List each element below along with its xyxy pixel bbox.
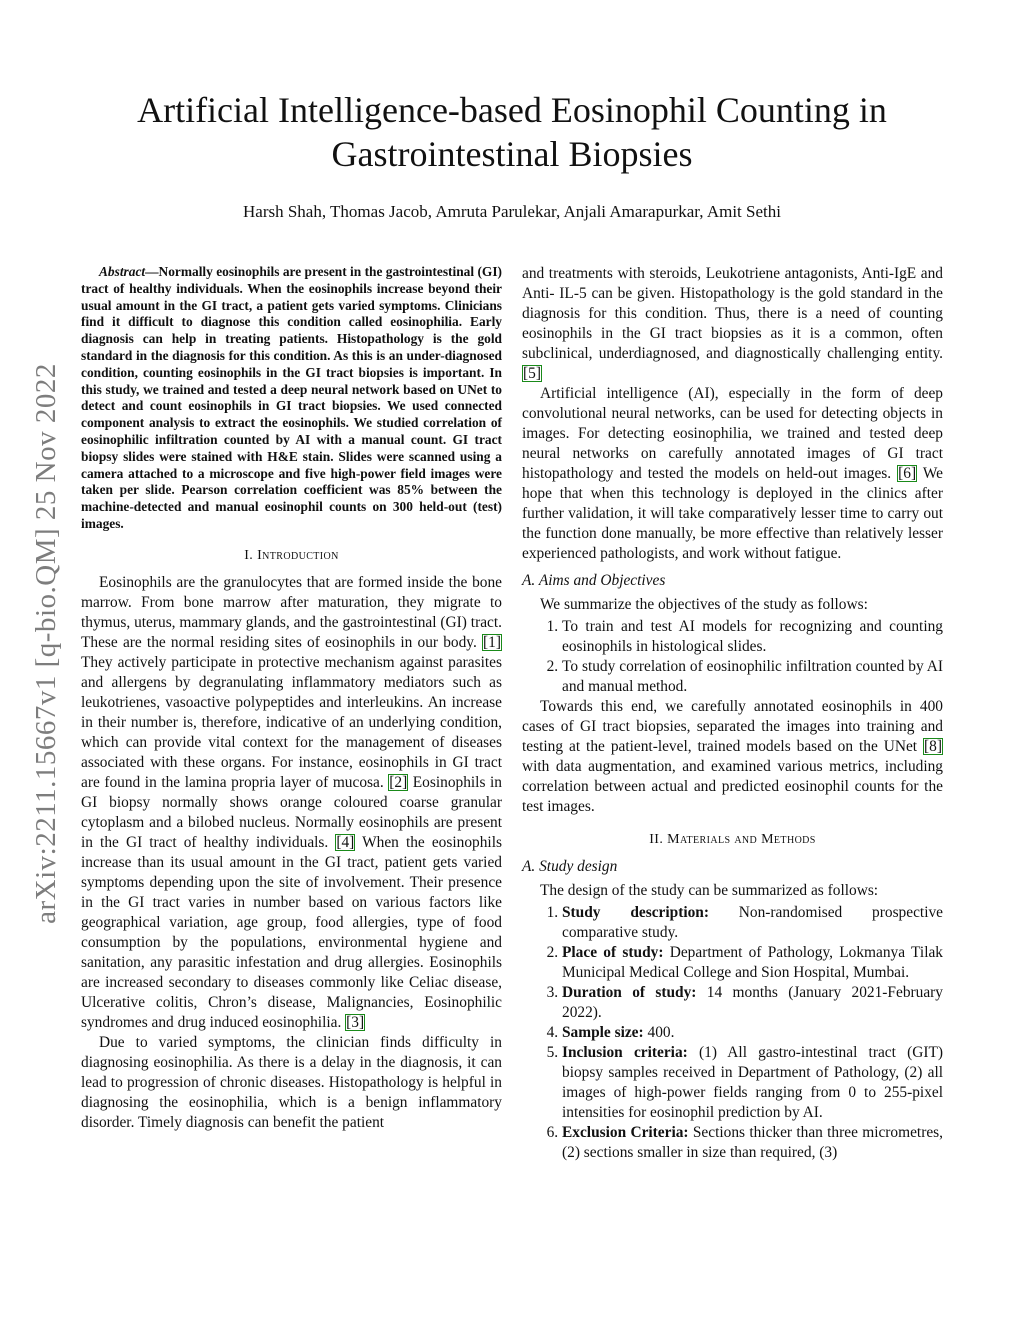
- list-item: 2. To study correlation of eosinophilic infiltration counted by AI and manual method.: [562, 657, 943, 697]
- list-item-text: (1) All gastro-intestinal tract (GIT) biopsy samples received in Department of Pathology, (2) all images of high-power fields ranging from 0 to 255-pixel intensities for eosinophil prediction by AI.: [562, 1044, 943, 1121]
- aims-text: Towards this end, we carefully annotated eosinophils in 400 cases of GI tract biopsies, separated the images into training and testing at the patient-level, trained models based on the UNet: [522, 698, 943, 755]
- paper-title: Artificial Intelligence-based Eosinophil Counting in Gastrointestinal Biopsies: [137, 90, 887, 174]
- author-list: Harsh Shah, Thomas Jacob, Amruta Parulekar, Anjali Amarapurkar, Amit Sethi: [243, 202, 781, 221]
- right-column: [522, 264, 943, 1163]
- list-item: [562, 903, 943, 943]
- list-item: 1. To train and test AI models for recognizing and counting eosinophils in histological slides.: [562, 617, 943, 657]
- intro-text: Artificial intelligence (AI), especially in the form of deep convolutional neural networks, can be used for detecting objects in images. For detecting eosinophilia, we trained and tested deep neural networks on carefully annotated images of GI tract histopathology and tested the models on held-out images.: [522, 385, 943, 482]
- citation-link-1[interactable]: [1]: [483, 633, 501, 651]
- list-item-text: 400.: [643, 1024, 675, 1041]
- list-item-text: 14 months (January 2021-February 2022).: [562, 984, 943, 1021]
- abstract-label: Abstract: [99, 264, 146, 279]
- citation-link-3[interactable]: [3]: [346, 1013, 365, 1031]
- list-item-label: Exclusion Criteria:: [562, 1124, 689, 1141]
- list-item-label: Place of study:: [562, 944, 664, 961]
- list-item-label: Sample size:: [562, 1024, 644, 1041]
- list-item-text: Department of Pathology, Lokmanya Tilak Municipal Medical College and Sion Hospital, Mumbai.: [562, 944, 944, 981]
- intro-paragraph-1: [81, 573, 502, 1033]
- abstract-paragraph: [81, 264, 502, 533]
- citation-link-4[interactable]: [4]: [336, 833, 355, 851]
- intro-paragraph-2-continued: [522, 264, 943, 384]
- list-item: [562, 1123, 943, 1163]
- aims-list: [522, 617, 943, 697]
- study-design-intro: The design of the study can be summarized as follows:: [540, 882, 879, 899]
- section-heading-introduction: I. Introduction: [244, 547, 339, 563]
- list-item-label: Inclusion criteria:: [562, 1044, 688, 1061]
- list-item-text: Non-randomised prospective comparative study.: [562, 904, 943, 941]
- aims-text: with data augmentation, and examined various metrics, including correlation between actual and predicted eosinophil counts for the test images.: [522, 758, 943, 815]
- intro-paragraph-2: Due to varied symptoms, the clinician finds difficulty in diagnosing eosinophilia. As there is a delay in the diagnosis, it can lead to progression of chronic diseases. Histopathology is helpful in diagnosing the eosinophilia, which is a benign inflammatory disorder. Timely diagnosis can benefit the patient: [81, 1033, 502, 1131]
- list-item: [562, 1043, 943, 1123]
- intro-paragraph-3: [522, 384, 943, 564]
- intro-text: Eosinophils in GI biopsy normally shows orange coloured coarse granular cytoplasm and a bilobed nucleus. Normally eosinophils are present in the GI tract of healthy individuals.: [81, 773, 502, 851]
- section-heading-methods: II. Materials and Methods: [649, 832, 816, 847]
- list-item: [562, 1023, 943, 1043]
- list-item: [562, 943, 943, 983]
- intro-text: Eosinophils are the granulocytes that are formed inside the bone marrow. From bone marrow after maturation, they migrate to thymus, uterus, mammary glands, and the gastrointestinal (GI) tract. These are the normal residing sites of eosinophils in our body.: [81, 573, 502, 651]
- citation-link-8[interactable]: [8]: [924, 738, 942, 755]
- intro-text: and treatments with steroids, Leukotriene antagonists, Anti-IgE and Anti- IL-5 can be given. Histopathology is the gold standard in the diagnosis for this condition. Thus, there is a need of counting eosinophils in the GI tract biopsies as it is a common, often subclinical, underdiagnosed, and diagnostically challenging entity.: [522, 265, 943, 362]
- subsection-heading-aims: A. Aims and Objectives: [522, 572, 666, 589]
- arxiv-identifier-stamp: [26, 318, 66, 968]
- aims-intro: We summarize the objectives of the study as follows:: [540, 596, 868, 613]
- intro-text: When the eosinophils increase than its usual amount in the GI tract, patient gets varied symptoms depending upon the site of involvement. Their presence in the GI tract varies in number based on various factors like geographical variation, age group, food allergies, type of food consumption by the populations, environmental hygiene and sanitation, any parasitic infestation and drug allergies. Eosinophils are increased secondary to diseases commonly like Celiac disease, Ulcerative colitis, Chron’s disease, Malignancies, Eosinophilic syndromes and drug induced eosinophilia.: [81, 833, 502, 1031]
- list-item-label: Duration of study:: [562, 984, 697, 1001]
- citation-link-5[interactable]: [5]: [523, 365, 541, 382]
- citation-link-2[interactable]: [2]: [389, 773, 408, 791]
- left-column: [81, 264, 502, 1133]
- intro-text: They actively participate in protective mechanism against parasites and allergens by degranulating inflammatory mediators such as leukotrienes, vasoactive polypeptides and interleukins. An increase in their number is, therefore, indicative of an underlying condition, which can provide vital context for the management of diseases associated with these organs. For instance, eosinophils in GI tract are found in the lamina propria layer of mucosa.: [81, 653, 502, 791]
- subsection-heading-study-design: A. Study design: [522, 858, 618, 875]
- list-item-text: Sections thicker than three micrometres, (2) sections smaller in size than required, (3): [562, 1124, 943, 1161]
- abstract-text: —Normally eosinophils are present in the gastrointestinal (GI) tract of healthy individuals. When the eosinophils increase beyond their usual amount in the GI tract, a patient gets varied symptoms. Clinicians find it difficult to diagnose this condition called eosinophilia. Early diagnosis can help in treating patients. Histopathology is the gold standard in the diagnosis for this condition. As this is an under-diagnosed condition, counting eosinophils in the GI tract biopsies is important. In this study, we trained and tested a deep neural network based on UNet to detect and count eosinophils in GI tract biopsies. We used connected component analysis to extract the eosinophils. We studied correlation of eosinophilic infiltration counted by AI with a manual count. GI tract biopsy slides were stained with H&E stain. Slides were scanned using a camera attached to a microscope and five high-power field images were taken per slide. Pearson correlation coefficient was 85% between the machine-detected and manual eosinophil counts on 300 held-out (test) images.: [81, 264, 502, 531]
- list-item: [562, 983, 943, 1023]
- intro-text: We hope that when this technology is deployed in the clinics after further validation, it will take comparatively lesser time to carry out the function done manually, be more effective than relatively lesser experienced pathologists, and work without fatigue.: [522, 465, 943, 562]
- study-design-list: [522, 903, 943, 1163]
- arxiv-identifier-text: arXiv:2211.15667v1 [q-bio.QM] 25 Nov 2022: [29, 362, 62, 924]
- citation-link-6[interactable]: [6]: [898, 465, 917, 482]
- list-item-label: Study description:: [562, 904, 709, 921]
- aims-paragraph: [522, 697, 943, 817]
